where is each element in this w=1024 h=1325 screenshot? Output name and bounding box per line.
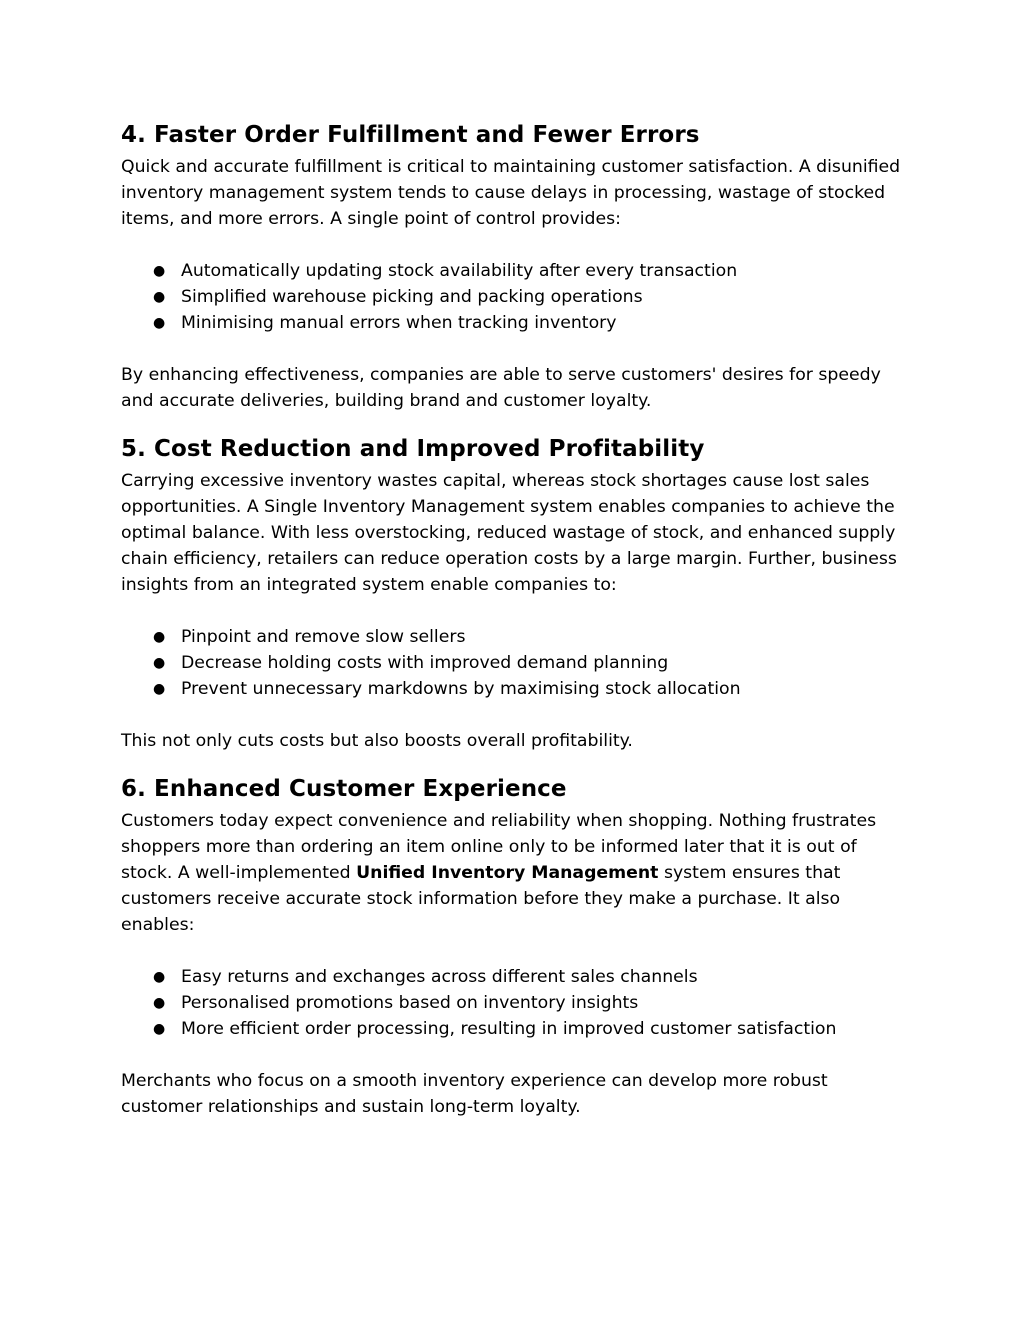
list-item [121,676,911,702]
list-item-text: Personalised promotions based on inventory insights [181,993,639,1013]
bullet-icon: ● [153,995,166,1011]
section-heading: 6. Enhanced Customer Experience [121,776,567,802]
bullet-icon: ● [153,1021,166,1037]
section-intro: Carrying excessive inventory wastes capital, whereas stock shortages cause lost sales opportunities. A Single Inventory Management system enables companies to achieve the optimal balance. With less overstocking, reduced wastage of stock, and enhanced supply chain efficiency, retailers can reduce operation costs by a large margin. Further, business insights from an integrated system enable companies to: [121,471,897,595]
bullet-icon: ● [153,289,166,305]
list-item-text: Prevent unnecessary markdowns by maximising stock allocation [181,679,741,699]
bullet-list [121,258,911,336]
section-outro: This not only cuts costs but also boosts overall profitability. [121,731,633,751]
list-item-text: Minimising manual errors when tracking inventory [181,313,617,333]
list-item [121,624,911,650]
list-item-text: Decrease holding costs with improved demand planning [181,653,669,673]
section-heading: 4. Faster Order Fulfillment and Fewer Errors [121,122,700,148]
bullet-icon: ● [153,263,166,279]
section-customer-experience [121,772,911,1120]
bullet-icon: ● [153,681,166,697]
section-faster-order-fulfillment [121,118,911,414]
bullet-list [121,964,911,1042]
bullet-list [121,624,911,702]
list-item-text: Easy returns and exchanges across different sales channels [181,967,698,987]
intro-bold-term: Unified Inventory Management [356,863,659,883]
section-cost-reduction [121,432,911,754]
list-item [121,284,911,310]
list-item [121,310,911,336]
intro-text-after: system ensures that customers receive accurate stock information before they make a purchase. It also enables: [121,863,841,935]
list-item [121,258,911,284]
intro-text-before: Customers today expect convenience and reliability when shopping. Nothing frustrates shoppers more than ordering an item online only to be informed later that it is out of stock. A well-implemented [121,811,877,883]
list-item-text: Automatically updating stock availability after every transaction [181,261,738,281]
list-item [121,964,911,990]
list-item-text: Simplified warehouse picking and packing operations [181,287,643,307]
document-page [121,118,911,1120]
section-outro: Merchants who focus on a smooth inventory experience can develop more robust customer relationships and sustain long-term loyalty. [121,1071,828,1117]
bullet-icon: ● [153,655,166,671]
bullet-icon: ● [153,315,166,331]
list-item [121,1016,911,1042]
section-outro: By enhancing effectiveness, companies are able to serve customers' desires for speedy and accurate deliveries, building brand and customer loyalty. [121,365,881,411]
section-heading: 5. Cost Reduction and Improved Profitability [121,436,705,462]
list-item-text: More efficient order processing, resulting in improved customer satisfaction [181,1019,837,1039]
list-item-text: Pinpoint and remove slow sellers [181,627,466,647]
list-item [121,990,911,1016]
bullet-icon: ● [153,629,166,645]
list-item [121,650,911,676]
section-intro: Quick and accurate fulfillment is critical to maintaining customer satisfaction. A disunified inventory management system tends to cause delays in processing, wastage of stocked items, and more errors. A single point of control provides: [121,157,901,229]
section-intro [121,808,911,938]
bullet-icon: ● [153,969,166,985]
